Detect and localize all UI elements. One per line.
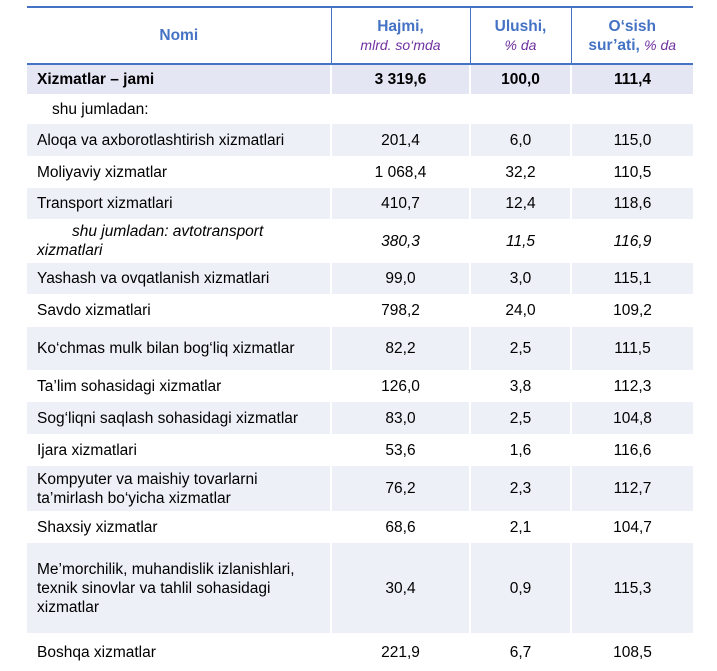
row-share: 12,4 xyxy=(470,188,571,219)
services-table-container xyxy=(27,6,693,671)
row-name xyxy=(27,466,331,511)
row-share: 3,0 xyxy=(470,263,571,294)
row-share: 6,0 xyxy=(470,124,571,156)
table-row xyxy=(27,466,693,511)
header-growth-label-line2: sur’ati, xyxy=(588,36,640,54)
row-share xyxy=(470,94,571,124)
row-growth: 109,2 xyxy=(571,294,693,327)
row-name: Boshqa xizmatlar xyxy=(37,643,156,661)
row-volume: 380,3 xyxy=(331,219,470,263)
row-volume: 76,2 xyxy=(331,466,470,511)
row-growth xyxy=(571,94,693,124)
row-share: 2,3 xyxy=(470,466,571,511)
row-volume: 126,0 xyxy=(331,370,470,402)
row-growth: 112,3 xyxy=(571,370,693,402)
row-volume: 53,6 xyxy=(331,434,470,466)
row-name-line: xizmatlar xyxy=(37,598,100,616)
table-row-total xyxy=(27,64,693,94)
table-row xyxy=(27,633,693,671)
row-volume: 83,0 xyxy=(331,402,470,434)
table-row xyxy=(27,263,693,294)
header-volume-unit: mlrd. so‘mda xyxy=(360,36,441,53)
table-row xyxy=(27,434,693,466)
header-name xyxy=(27,7,331,64)
table-row xyxy=(27,511,693,543)
table-row xyxy=(27,156,693,188)
row-volume: 798,2 xyxy=(331,294,470,327)
row-growth: 104,8 xyxy=(571,402,693,434)
row-growth: 118,6 xyxy=(571,188,693,219)
row-name xyxy=(27,219,331,263)
row-growth: 116,6 xyxy=(571,434,693,466)
row-volume: 82,2 xyxy=(331,327,470,370)
services-table xyxy=(27,6,693,671)
header-share-label: Ulushi, xyxy=(494,17,547,35)
table-row xyxy=(27,327,693,370)
row-name: Shaxsiy xizmatlar xyxy=(37,518,158,536)
row-share: 2,1 xyxy=(470,511,571,543)
header-name-label: Nomi xyxy=(159,27,199,44)
row-growth: 115,3 xyxy=(571,543,693,633)
table-row xyxy=(27,543,693,633)
row-share: 11,5 xyxy=(470,219,571,263)
row-growth: 110,5 xyxy=(571,156,693,188)
row-name-line: texnik sinovlar va tahlil sohasidagi xyxy=(37,579,271,597)
table-row xyxy=(27,188,693,219)
row-share: 32,2 xyxy=(470,156,571,188)
row-name: Ta’lim sohasidagi xizmatlar xyxy=(37,377,222,395)
header-growth xyxy=(571,7,693,64)
row-growth: 115,0 xyxy=(571,124,693,156)
row-share: 2,5 xyxy=(470,327,571,370)
header-share-unit: % da xyxy=(504,36,537,53)
row-growth: 116,9 xyxy=(571,219,693,263)
row-name: Yashash va ovqatlanish xizmatlari xyxy=(27,263,331,294)
row-volume: 99,0 xyxy=(331,263,470,294)
row-name-line: ta’mirlash bo‘yicha xizmatlar xyxy=(37,489,231,507)
row-name: Aloqa va axborotlashtirish xizmatlari xyxy=(27,124,331,156)
header-volume-label: Hajmi, xyxy=(377,17,424,35)
row-growth: 115,1 xyxy=(571,263,693,294)
row-growth: 111,4 xyxy=(571,64,693,94)
header-growth-unit: % da xyxy=(644,36,677,53)
row-volume: 1 068,4 xyxy=(331,156,470,188)
row-name: shu jumladan: xyxy=(52,100,149,118)
row-volume: 410,7 xyxy=(331,188,470,219)
row-volume: 221,9 xyxy=(331,633,470,671)
row-share: 6,7 xyxy=(470,633,571,671)
row-name: Savdo xizmatlari xyxy=(37,302,151,319)
row-name: Xizmatlar – jami xyxy=(27,64,331,94)
row-name: Ijara xizmatlari xyxy=(37,441,137,459)
row-share: 24,0 xyxy=(470,294,571,327)
row-name: Sog‘liqni saqlash sohasidagi xizmatlar xyxy=(27,402,331,434)
table-row xyxy=(27,124,693,156)
header-share xyxy=(470,7,571,64)
header-volume xyxy=(331,7,470,64)
table-row-subheading xyxy=(27,94,693,124)
row-name: Moliyaviy xizmatlar xyxy=(37,163,168,181)
row-volume: 3 319,6 xyxy=(331,64,470,94)
table-row xyxy=(27,370,693,402)
row-share: 1,6 xyxy=(470,434,571,466)
row-share: 0,9 xyxy=(470,543,571,633)
row-share: 3,8 xyxy=(470,370,571,402)
row-growth: 111,5 xyxy=(571,327,693,370)
table-header-row xyxy=(27,7,693,64)
row-growth: 108,5 xyxy=(571,633,693,671)
row-share: 100,0 xyxy=(470,64,571,94)
row-volume: 68,6 xyxy=(331,511,470,543)
row-growth: 104,7 xyxy=(571,511,693,543)
row-name-line: Me’morchilik, muhandislik izlanishlari, xyxy=(37,560,295,578)
table-row xyxy=(27,402,693,434)
row-name: Ko‘chmas mulk bilan bog‘liq xizmatlar xyxy=(27,327,331,370)
row-name-line: shu jumladan: avtotransport xyxy=(72,223,264,240)
row-volume xyxy=(331,94,470,124)
header-growth-label: O‘sish xyxy=(608,17,656,35)
row-volume: 201,4 xyxy=(331,124,470,156)
row-share: 2,5 xyxy=(470,402,571,434)
row-growth: 112,7 xyxy=(571,466,693,511)
row-name-line: xizmatlari xyxy=(37,242,103,259)
row-name xyxy=(27,543,331,633)
table-row-sub-item xyxy=(27,219,693,263)
row-volume: 30,4 xyxy=(331,543,470,633)
row-name-line: Kompyuter va maishiy tovarlarni xyxy=(37,470,258,488)
table-row xyxy=(27,294,693,327)
row-name: Transport xizmatlari xyxy=(27,188,331,219)
